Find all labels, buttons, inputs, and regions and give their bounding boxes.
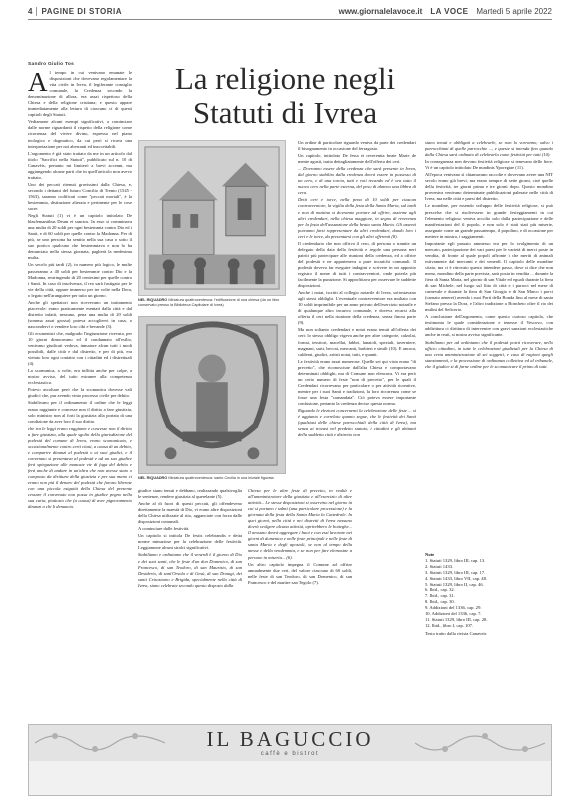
paragraph: A cominciare dalle festività. — [138, 526, 190, 532]
paragraph: Anche i notai, iscritti al collegio notarile di Ivrea, sottostavano agli stessi obblighi. L'eventuale contravventore era multato con 10 soldi imprimibile per un anno privato dell'esercizio notarile e di qualunque altro incarico comunale, e doveva recarsi alla offerta il ceri nella riunione della credenza, senza finora parte (9). — [298, 290, 416, 326]
header-right — [339, 7, 552, 16]
paragraph: Gli ecumenisti che, malgrado l'ingiunzione ricevuta, per 10 giorni dimoravano ed il condannato all'esilio, venivano giudicati vedova, inmatore alcun tutti i modi possibili, dalle città e dal distretto, e per di più, era vietato loro ogni contatto con i cittadini ed i distrettuali (4). — [28, 330, 132, 367]
caption-label: NEL RIQUADRO — [138, 476, 168, 480]
paragraph: Negli Statuti (1) vi è un capitolo intitolato De blasfemantibus Deum et sanctos. In esso si comminava una multa di 20 soldi per ogni bestemmia contro Dio ed i Santi, e di 60 soldi per quelle contro la Madonna. Per di più, se uno persona ha sentito nella sua casa o sotto il suo portico qualcuno che bestemmiava e non lo ha denunciato nella stessa giornata, pagherà la medesima multa. — [28, 213, 132, 261]
quoted-statute: Detti ceri e torce, nella pena di 10 soldi per ciascun contravventore, la vigilia della festa della Santa Maria, sul tardi e non di mattina si dovranno portare ad offrire, assieme agli altri credendari, nella chiesa maggiore, in segno di reverenza per la festa dell'assunzione della beata santa Maria. Gli assenti potranno farsi rappresentare da altri credendari, dando loro i ceri e le torce, da presentarsi con gli altri offerenti (8). — [298, 197, 416, 239]
title-line-2: Statuti di Ivrea — [192, 95, 378, 130]
note-item: 8. Ibid., cap. 30. — [425, 599, 455, 605]
ad-brand-subtitle: caffè e bistrot — [260, 751, 320, 757]
header-divider — [36, 7, 37, 16]
note-item: 2. Statuti 1433. — [425, 563, 454, 569]
paragraph: Un altro capitolo impegna il Comune ad offrire annualmente due ceri, del valore ciascuno di 60 soldi, nelle feste di san Teodoro, di san Domenico, di san Francesco e del martire san Tegolo (7). — [248, 561, 352, 585]
miniature-initial-image — [138, 316, 286, 474]
paragraph: Il credendario che non offriva il cero, di persona o tramite un delegato della data della festività e regole una persona neri patriti più partecipare alle riunioni della credenza, ed a offrire del podestà e ne apparteneva a pure incarichi comunali. Il podestà doveva far eseguire indagini e scrivere in un apposito registro il nome di tutti i contravventori, onde poterla più facilmente la punizione. Si approfittava per osservare le suddette disposizioni. — [298, 240, 416, 289]
paragraph: Uno dei peccati ritenuti gravissimi dalla Chiesa, e, secondo i dettami del futuro Concilio di Trento (1545 - 1563), saranno codificati come "peccati mortali", è la bestemmia, distinzione alterata e pertinente per le cose sacre. — [28, 181, 132, 212]
paragraph: Un ordine di particolare riguardo veniva da parte dei credendari il bisognamento in occasione del ferragosto. — [298, 140, 416, 152]
note-item: 5. Statuti 1329, libro II, cap. 46. — [425, 581, 484, 587]
ad-brand-name: IL BAGUCCIO — [206, 727, 374, 751]
note-item: 6. Ibid., cap. 32. — [425, 587, 455, 593]
quoted-statute: Stabiliamo per ad ordiniamo che il podestà potrà ricoverare, nello ufficio cittadino, in tutte le celebrazioni giudiziali per la Chiesa di una certa amministrazione di sei soggetti, e caso di ragioni quegli stanziamenti, e la processione di ordinanza collettiva ed al tribunale, che il giudice si di farne ordine per le scomunicare il primo di tutti. — [425, 339, 553, 369]
article-column-1 — [28, 70, 132, 718]
paragraph: Le festività erano assai numerose. Quelle sei qui vista erano "di precetto", che riconosciute dall'alta Chiesa e comportavano determinati obblighi, ma di Comune non elencava. Vi era però un certo numero di feste "non di precetto", per le quali il Credendari ricorrevano per particolare o per attività ricreative, mentre per i suoi Santi e tradizioni, la loro ricorrenza come se fosse una festa "comandata". Ciò poteva essere importante confusione, pertanto la credenza decise questa norma. — [298, 358, 416, 406]
paragraph: A conclusione dell'argomento, come questo curioso capitolo, che testimonia le quale considerazione e tenesse il Vescovo, con addirittura ci dirittura di intervenire con gravi sanzioni ecclesiastiche anche in reati, si nostra avviso significante. — [425, 314, 553, 338]
section-title: PAGINE DI STORIA — [41, 6, 123, 16]
image-caption-2 — [138, 476, 288, 481]
initial-miniature-illustration — [139, 317, 285, 473]
note-item: 11. Statuti 1329, libro III, cap. 28. — [425, 616, 488, 622]
notes-source: Testo tratto dalla rivista Canaveis — [425, 630, 487, 636]
paragraph: Importante egli passato ammesso era per lo svolgimento di un mercato, partecipazione dei vari paesi per le varietà di merci poste in vendita, di fronte al quale popoli affronte i che meriti di animali estivamente dal mercanti e dei venerdì. Il capitolo delle mondine citato, ma ci è ritrovato questo intendere passo, dove si dice che non meno, mondino della parte prevista, sarà posta in vendita ... durante la fiera di Santa Maria, nel giorno di san Vitale ed eguali durante la fiera di san Michele, nel luogo sul fitto di città e i parroci nel mese di carnevale e durante la fiera di San Giorgio e di San Marco i porci (carnato aenerei) avendo i suoi Porti della Bonda fino al mese di santa Stefano presso la Dora, e l'altro tradizione a Boncheto oltre il rio dei mulini del Seficerio. — [425, 240, 553, 313]
church-miniature-illustration — [139, 141, 285, 295]
paragraph: La scomunica, a volte, era inflitta anche per colpe, a nostro avviso, del tutto estranee alla competenza ecclesiastica. — [28, 368, 132, 386]
header-rule — [28, 19, 552, 20]
note-item: 12. Ibid., libro I, cap. 107. — [425, 622, 474, 628]
article-column-2 — [138, 488, 242, 718]
newspaper-brand: LA VOCE — [430, 6, 469, 16]
page-header — [28, 4, 552, 18]
paragraph: l tempo in cui venivano emanate le disposizioni che dovevano regolamentare la vita civile in Ivrea, il legiferante consiglio comunale, la Credenza secondo la denominazione di allora, era assai rispettoso della Chiesa e della religione cristiana; e questo appare immediatamente alla lettura di ciascuno ci di questi capitoli degli Statuti. — [28, 70, 132, 118]
site-url[interactable]: www.giornalelavoce.it — [338, 6, 423, 16]
page-number: 4 — [28, 6, 33, 16]
article-byline: Sandro Giulio Tos — [28, 62, 75, 67]
paragraph: L'argomento è già stato trattato da me in un articolo dal titolo "Sacrifici nella Statuti", pubblicato sul n. 10 di Canavèis, pertanto mi limiterò a brevi accenni, ma aggiungendo alcune parti che in quell'articolo non avevo trattato. — [28, 150, 132, 180]
note-item: 7. Ibid., cap. 31. — [425, 593, 455, 599]
article-column-4 — [298, 140, 416, 718]
paragraph: Anche al di fuori di questi peccati, gli offendeveno direttamente la maestà di Dio, vi erano altre disposizioni della Chiesa utilizzate al rito, agganciate con forza dalle disposizioni comunali. — [138, 501, 242, 525]
paragraph: Anche gli spettatori non ricevevano un trattamento piacevole: erano praticamente esentati dalla città e dal distretto infatti, nessuno, pena una multa di 20 soldi (somma assai grossa) poteva accogliervi in casa, o nascondervi o vendere loro cibi e bevande (3). — [28, 299, 132, 329]
paragraph: Vediamone alcuni esempi significativi, a cominciare dalle norme riguardanti il rispetto della religione come ricorrenza del vivere divino, espresso nel piano teologico e dogmatico, da cui però si ricava una interpretazione per noi aberranti ed inaccettabili. — [28, 119, 132, 149]
image-caption-1 — [138, 298, 288, 307]
paragraph: Un secolo più tardi (2), in numero più logico, le multe passeranno a 40 soldi per bestemmie contro Dio e la Madonna, restringendo di 20 centesimi per quelle contro i Santi. In caso di insolvenza, il reo sarà fustigato per le vie della città, oppure immerso per tre volte nella Dora, o legato nell'aranguiere per tutto un giorno. — [28, 262, 132, 298]
footnotes — [425, 552, 553, 637]
quoted-statute: Chiesa per le altre feste di precetto, in realtà e all'amministratore della giustizia e all'esercizio di altre attività... Le stesse disposizioni si osservino nel giorno in cui si portano i salmi (una particolare processione) e la giornata della festa della Santa Maria la Cattedrale. In quei giorni, nella città e nei distretti di Ivrea nessuno dovrà svolgere alcuna attività, aprirebbero le botteghe... Il nessuno dovrà aggregare i buoi e con essi lavorare nei giorni di domenica e nelle feste principali e nelle feste di santa Maria e degli apostoli, se non al tempo della messe e della vendemmia, e se non per fare elemosine a persone in miseria... (6). — [248, 488, 352, 560]
note-item: 10. Addizioni del 1336, cap. 7. — [425, 611, 482, 617]
paragraph: Ma non soltanto credendari e notai erano tenuti all'offerta dei ceri: lo stesso obbligo vigeva anche per altre categorie, calzolai, fornai, tessitori, macellai, fabbri, lanaioli, speziali, taverniere, magnani, sarti, beccai, mercanti, barbieri e simili (10). E ancora, calderai, giudici, artisti notai, tutti, e quanti. — [298, 327, 416, 357]
notes-heading: Note — [425, 552, 435, 557]
issue-date: Martedì 5 aprile 2022 — [476, 6, 552, 16]
paragraph: Un capitolo, intitolato De festa et reverentia beate Marie de mente agusti, tratta dettagliatamente dell'offerta dei ceri. — [298, 153, 416, 165]
miniature-church-building-image — [138, 140, 286, 296]
advertisement-il-baguccio[interactable] — [28, 724, 552, 796]
note-item: 9. Addizioni del 1336, cap. 29. — [425, 605, 482, 611]
title-line-1: La religione negli — [174, 61, 396, 96]
quoted-statute: siano tenuti e obbligati a celebrarle, se non lo vorranno; salvo i parrocchiani di quelle parrocchie ..., e queste si intenda fino quando dalla Chiesa sarà ordinato di celebrarla come festività per tutti (10). — [425, 140, 553, 158]
caption-label: NEL RIQUADRO — [138, 298, 168, 302]
quoted-statute: Riguardo le elezioni concernenti la celebrazione delle feste ... si è aggiunto e correlato quanto segue, che le festività dei Santi (qualsiasi delle chiese parrocchiali della città di Ivrea), ma senza ai trovasi nel predetto statuto, i cittadini e gli abitanti della suddetta città e distretto non — [298, 408, 416, 438]
caption-text: Miniatura quattrocentesca: santo Cecilia in una iniziale figurata — [168, 476, 274, 480]
ad-header-band — [29, 725, 551, 761]
paragraph: Un capitolo si intitola De festis celebrandis e detta norme minuziose per la celebrazione delle festività. Leggiamone alcuni stralci significativi. — [138, 533, 242, 551]
article-column-5 — [425, 140, 553, 548]
caption-text: Miniatura quattrocentesca: l'edificazione di una chiesa (da un libro conservato presso la Biblioteca Capitolare di Ivrea) — [138, 298, 280, 307]
note-item: 1. Statuti 1329, libro III, cap. 13. — [425, 557, 486, 563]
drop-cap: A — [28, 70, 48, 97]
paragraph: Stabilivano per il ordinamento il ordine che le leggi erano raggiunte e concesse non il diritto a fare giustizia, solo ministro non al forti la giustizia alla portata di una condizione da aver loro il suo diritto. — [28, 400, 132, 424]
note-item: 4. Statuti 1433, libro VII, cap. 48. — [425, 575, 488, 581]
quoted-statute: Stabiliamo e ordiniamo che il venerdì è il giorno di Dio e dei suoi santi, che le feste d'un don Domenico, di san Francesco, di san Teodoro, di san Maurizio, di san Desiderio, di sant'Orsola e di Gesù, di san Donagi, dei santi Crisostomo e Brigida, specialmente nella città di Ivrea, siano celebrate secondo questo disposto dalla — [138, 552, 242, 588]
note-item: 3. Statuti 1329, libro III, cap. 17. — [425, 569, 486, 575]
paragraph: All'epoca venivano sì chiamavano raccolte e dovevano avere una NIT secolo erano già brevi, ma erano sempre di sette giorni, cioè quelle della festività, tre giorni prima e tre giorni dopo. Questo mondino proveniva venivano determinate pubblicazioni palesate nelle città di Ivrea, ma nelle città e paesi del distretto. — [425, 172, 553, 202]
quoted-statute: ... Dovranno essere della credenza che sarà presente in Ivrea, dal giorno stabilito dalla credenza dovrà essere in possesso di un cero, e di una torcia, tutti e voti recando ed è ora tutto il nuovo cero nella parte esterna, del peso di almeno una libbra di cera. — [298, 166, 416, 196]
paragraph: giudice siano tenuti e debbano, realizzando qualsivoglia le sentenze, rendere giustizia al querelante (5). — [138, 488, 242, 500]
paragraph: Le mondine, per essendo sviluppo delle festività religiose, si può prescelse che si risolvessero in grande festeggiamenti in cui l'elemento religioso veniva accolto solo dalla partecipazione e delle manifestazioni del il popolo, e non solo è stati stati più miserie, assegnate come un grande passatempo, il popolino, e di occasione per mettere in mostra, i saggiamenti. — [425, 203, 553, 239]
quoted-statute: che tra le leggi erano raggiunte e concesse non il diritto a fare giustizia, alla quale sgolin della giurisdizione del podestà del comune di Ivrea, erano scomunicato, e occasionalmente contro certi citati, a causa di un debito, e comparire dinanzi al podestà o ai suoi giudici, e il convenuto si presentava al podestà e ad un suo giudice ferà spiegazione alle mancate vie di fuga del debito e ferà anche di andare in un'altra che non avesse stato o composto da dirittura della giustizia e per sua mano ci erano non più il denaro del podestà che furono liberate con una piccola esiguità della Chiesa del presente cessare il convenuto non possa in giudice pegno nella sua curia, piuttosto che (a causa) di aver pignoramento dinanzi a chi li denuncia. — [28, 425, 132, 510]
paragraph: In conseguenza non devono festività religiose si tenevano delle fiere. Vi è un capitolo intitolato De nundinis Yporegiae (11). — [425, 159, 553, 171]
paragraph: Potevo ascoltare però che la scomunica dovesse vali giudici che, pur avendo vinto processo civile per debito. — [28, 387, 132, 399]
article-title — [150, 62, 420, 130]
